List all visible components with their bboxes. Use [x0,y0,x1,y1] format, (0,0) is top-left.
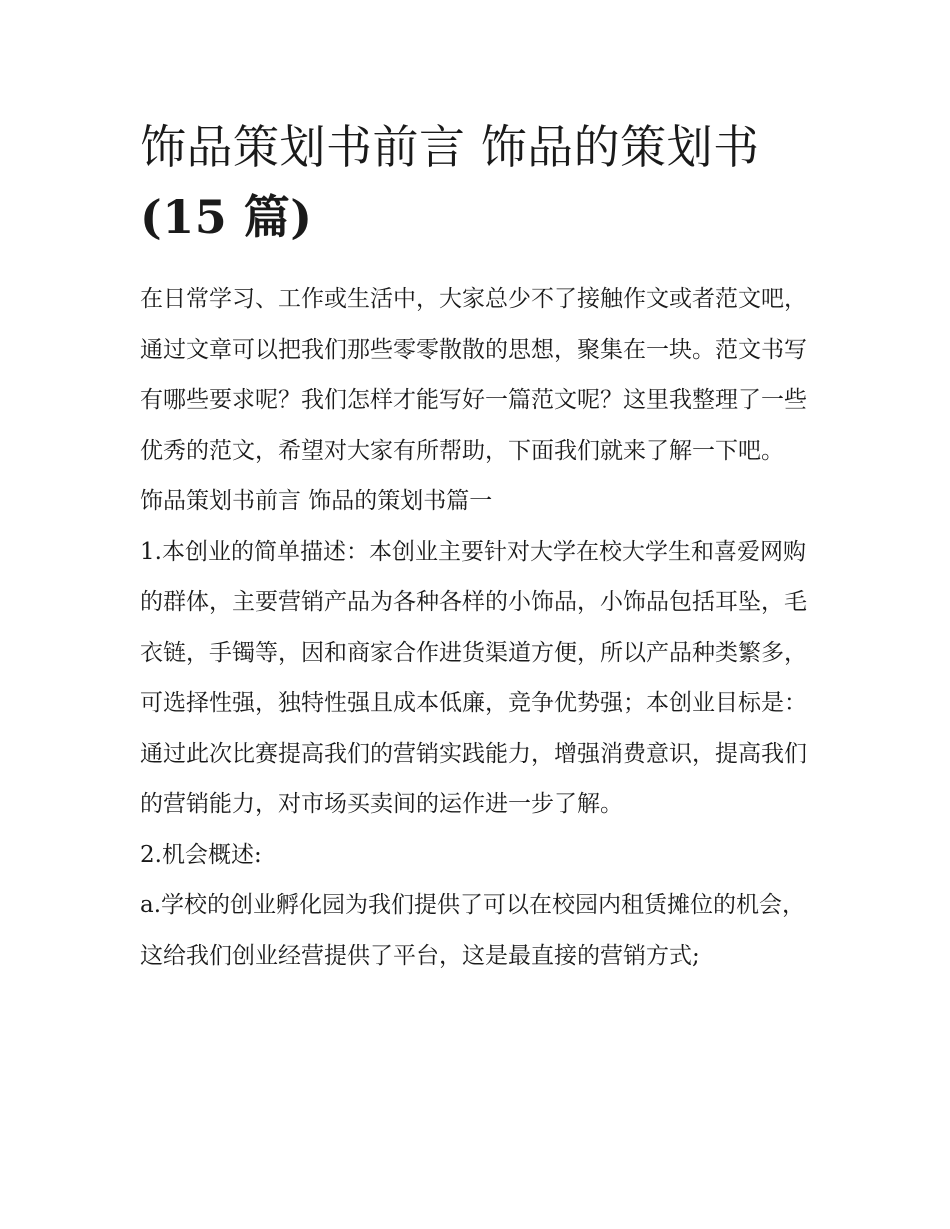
title-line-2: (15 篇) [140,190,313,244]
paragraph-opportunity-a: a.学校的创业孵化园为我们提供了可以在校园内租赁摊位的机会，这给我们创业经营提供了平台，这是最直接的营销方式; [140,892,806,969]
paragraph-opportunity-overview: 2.机会概述: [140,841,262,868]
intro-paragraph: 在日常学习、工作或生活中，大家总少不了接触作文或者范文吧，通过文章可以把我们那些零零散散的思想，聚集在一块。范文书写有哪些要求呢？我们怎样才能写好一篇范文呢？这里我整理了一些优秀的范文，希望对大家有所帮助，下面我们就来了解一下吧。 [140,286,807,464]
document-page [140,112,820,981]
title-line-1: 饰品策划书前言 饰品的策划书 [140,120,760,174]
paragraph-business-description: 1.本创业的简单描述：本创业主要针对大学在校大学生和喜爱网购的群体，主要营销产品为各种各样的小饰品，小饰品包括耳坠，毛衣链，手镯等，因和商家合作进货渠道方便，所以产品种类繁多，可选择性强，独特性强且成本低廉，竞争优势强；本创业目标是：通过此次比赛提高我们的营销实践能力，增强消费意识，提高我们的营销能力，对市场买卖间的运作进一步了解。 [140,538,807,817]
document-body [140,274,820,981]
section-heading: 饰品策划书前言 饰品的策划书篇一 [140,488,493,514]
document-title [140,112,820,252]
